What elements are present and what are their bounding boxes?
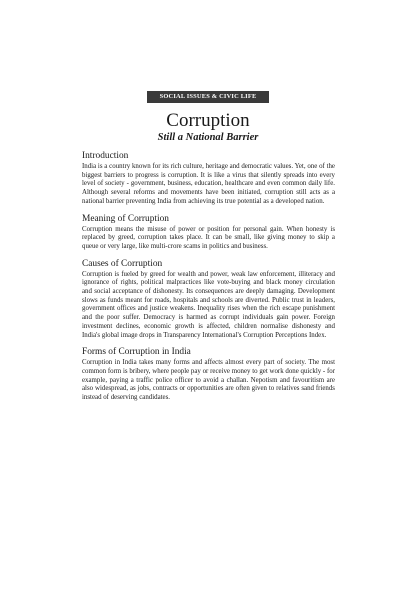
section-paragraph: Corruption is fueled by greed for wealth and power, weak law enforcement, illiteracy and ignorance of rights, political malpractices like vote-buying and black money circulation and social acceptance of dishonesty. Its consequences are deeply damaging. Development slows as funds meant for roads, hospitals and schools are diverted. Public trust in leaders, government offices and justice weakens. Inequality rises when the rich escape punishment and the poor suffer. Democracy is harmed as corrupt individuals gain power. Foreign investment declines, economic growth is affected, children normalise dishonesty and India's global image drops in Transparency International's Corruption Perceptions Index. — [82, 270, 335, 339]
section-meaning — [82, 213, 335, 252]
section-heading: Meaning of Corruption — [82, 213, 169, 224]
article-subtitle: Still a National Barrier — [157, 132, 259, 143]
section-causes — [82, 258, 335, 341]
section-heading: Causes of Corruption — [82, 258, 163, 269]
article-body — [82, 150, 335, 403]
category-badge: SOCIAL ISSUES & CIVIC LIFE — [147, 91, 269, 103]
section-heading: Forms of Corruption in India — [82, 347, 191, 358]
section-forms — [82, 346, 335, 403]
section-heading: Introduction — [82, 151, 129, 161]
section-paragraph: India is a country known for its rich culture, heritage and democratic values. Yet, one of the biggest barriers to progress is corruption. It is like a virus that silently spreads into every level of society - government, business, education, healthcare and even common daily life. Although several reforms and movements have been initiated, corruption still acts as a national barrier preventing India from achieving its true potential as a developed nation. — [82, 163, 335, 205]
section-paragraph: Corruption means the misuse of power or position for personal gain. When honesty is replaced by greed, corruption takes place. It can be small, like giving money to skip a queue or very large, like multi-crore scams in politics and business. — [82, 225, 335, 250]
section-paragraph: Corruption in India takes many forms and affects almost every part of society. The most common form is bribery, where people pay or receive money to get work done quickly - for example, paying a traffic police officer to avoid a challan. Nepotism and favouritism are also widespread, as jobs, contracts or opportunities are often given to relatives sand friends instead of deserving candidates. — [82, 359, 335, 402]
section-introduction — [82, 150, 335, 207]
article-title: Corruption — [166, 110, 250, 131]
